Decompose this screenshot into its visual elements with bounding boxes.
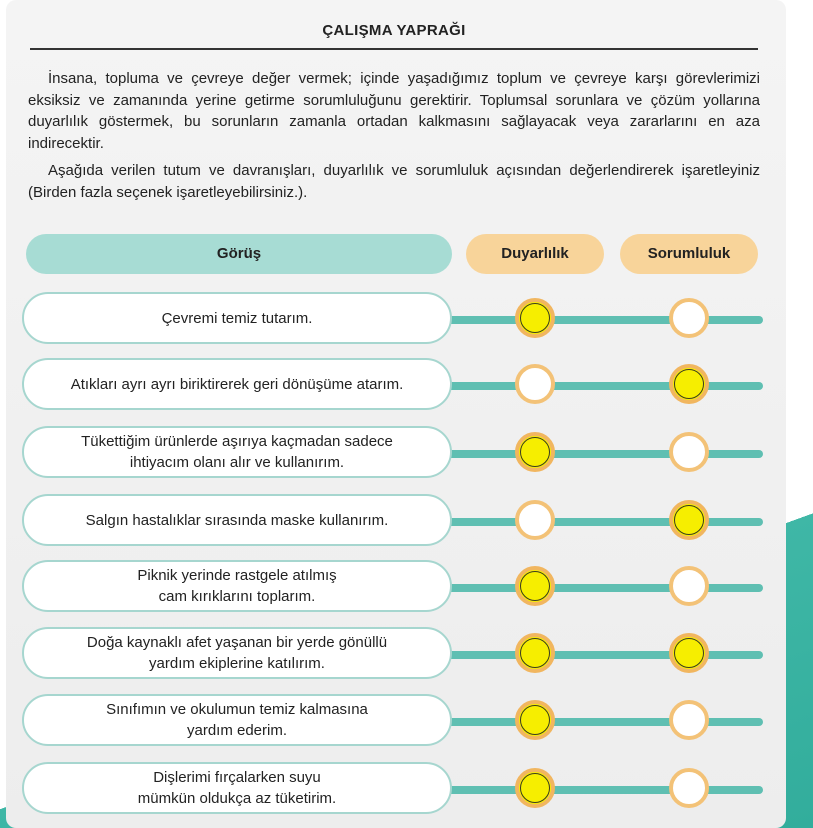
table-row xyxy=(0,762,813,818)
sorumluluk-mark-circle[interactable] xyxy=(669,500,709,540)
duyarlilik-mark-circle[interactable] xyxy=(515,500,555,540)
statement-box xyxy=(22,560,452,612)
sorumluluk-mark-circle[interactable] xyxy=(669,566,709,606)
sorumluluk-mark-circle[interactable] xyxy=(669,298,709,338)
row-connector-line xyxy=(440,786,763,794)
statement-box xyxy=(22,292,452,344)
column-header-sorumluluk: Sorumluluk xyxy=(620,234,758,274)
row-connector-line xyxy=(440,518,763,526)
table-row xyxy=(0,694,813,750)
statement-box xyxy=(22,494,452,546)
table-row xyxy=(0,560,813,616)
row-connector-line xyxy=(440,382,763,390)
statement-box xyxy=(22,694,452,746)
table-row xyxy=(0,627,813,683)
statement-box xyxy=(22,627,452,679)
duyarlilik-mark-circle[interactable] xyxy=(515,364,555,404)
row-connector-line xyxy=(440,718,763,726)
statement-text: Atıkları ayrı ayrı biriktirerek geri dönüşüme atarım. xyxy=(70,375,404,393)
statement-box xyxy=(22,762,452,814)
intro-paragraph: İnsana, topluma ve çevreye değer vermek; içinde yaşadığımız toplum ve çevreye karşı görevlerimizi eksiksiz ve zamanında yerine getirme sorumluluğunu gerektirir. Toplumsal sorunlara ve çözüm yollarına duyarlılık göstermek, bu sorunların zamanla ortadan kalkmasını sağlayacak veya zararlarını en aza indirecektir. xyxy=(28,70,760,152)
table-row xyxy=(0,358,813,414)
statement-text: Doğa kaynaklı afet yaşanan bir yerde gönüllü yardım ekiplerine katılırım. xyxy=(86,634,388,672)
statement-text: Piknik yerinde rastgele atılmış cam kırıklarını toplarım. xyxy=(137,567,337,605)
sorumluluk-mark-circle[interactable] xyxy=(669,364,709,404)
instruction-paragraph: Aşağıda verilen tutum ve davranışları, duyarlılık ve sorumluluk açısından değerlendirerek işaretleyiniz (Birden fazla seçenek işaretleyebilirsiniz.). xyxy=(28,162,760,201)
statement-text: Çevremi temiz tutarım. xyxy=(161,309,313,327)
title-divider xyxy=(30,48,758,50)
sorumluluk-mark-circle[interactable] xyxy=(669,768,709,808)
table-row xyxy=(0,292,813,348)
statement-text: Sınıfımın ve okulumun temiz kalmasına yardım ederim. xyxy=(106,701,368,739)
duyarlilik-mark-circle[interactable] xyxy=(515,768,555,808)
row-connector-line xyxy=(440,450,763,458)
duyarlilik-mark-circle[interactable] xyxy=(515,298,555,338)
duyarlilik-mark-circle[interactable] xyxy=(515,432,555,472)
statement-text: Tükettiğim ürünlerde aşırıya kaçmadan sadece ihtiyacım olanı alır ve kullanırım. xyxy=(81,433,393,471)
row-connector-line xyxy=(440,316,763,324)
row-connector-line xyxy=(440,651,763,659)
duyarlilik-mark-circle[interactable] xyxy=(515,633,555,673)
statement-text: Dişlerimi fırçalarken suyu mümkün oldukça az tüketirim. xyxy=(137,769,337,807)
row-connector-line xyxy=(440,584,763,592)
column-header-duyarlilik: Duyarlılık xyxy=(466,234,604,274)
worksheet-title: ÇALIŞMA YAPRAĞI xyxy=(322,22,466,39)
statement-text: Salgın hastalıklar sırasında maske kullanırım. xyxy=(85,511,389,529)
statement-box xyxy=(22,426,452,478)
table-row xyxy=(0,426,813,482)
statement-box xyxy=(22,358,452,410)
sorumluluk-mark-circle[interactable] xyxy=(669,700,709,740)
table-row xyxy=(0,494,813,550)
sorumluluk-mark-circle[interactable] xyxy=(669,633,709,673)
sorumluluk-mark-circle[interactable] xyxy=(669,432,709,472)
duyarlilik-mark-circle[interactable] xyxy=(515,700,555,740)
duyarlilik-mark-circle[interactable] xyxy=(515,566,555,606)
column-header-view: Görüş xyxy=(26,234,452,274)
